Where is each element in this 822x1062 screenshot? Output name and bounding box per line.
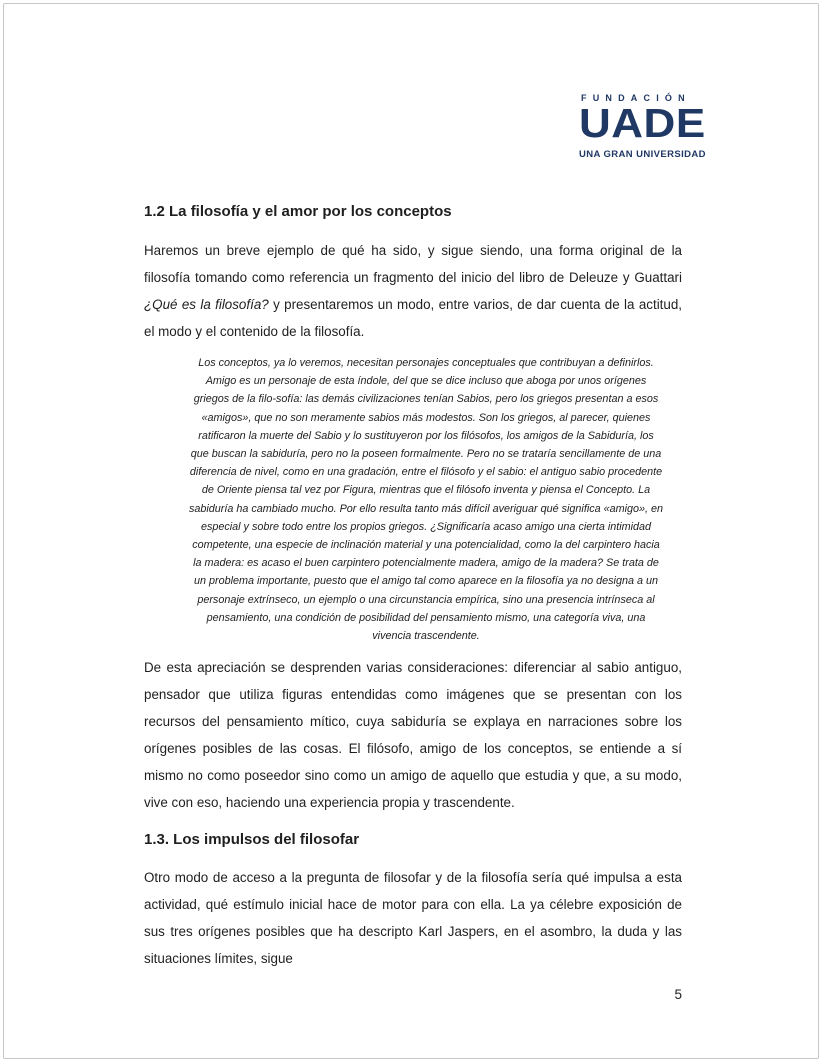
section-heading-1-2: 1.2 La filosofía y el amor por los conceptos (144, 203, 452, 220)
paragraph-impulsos: Otro modo de acceso a la pregunta de filosofar y de la filosofía sería qué impulsa a esta actividad, qué estímulo inicial hace de motor para con ella. La ya célebre exposición de sus tres orígenes posibles que ha descripto Karl Jaspers, en el asombro, la duda y las situaciones límites, sigue (144, 870, 682, 967)
paragraph-intro (144, 237, 682, 345)
deleuze-guattari-quote: Los conceptos, ya lo veremos, necesitan personajes conceptuales que contribuyan a definirlos. Amigo es un personaje de esta índole, del que se dice incluso que aboga por unos orígenes griegos de la filo-sofía: las demás civilizaciones tenían Sabios, pero los griegos presentan a esos «amigos», que no son meramente sabios más modestos. Son los griegos, al parecer, quienes ratificaron la muerte del Sabio y lo sustituyeron por los filósofos, los amigos de la Sabiduría, los que buscan la sabiduría, pero no la poseen formalmente. Pero no se trataría sencillamente de una diferencia de nivel, como en una gradación, entre el filósofo y el sabio: el antiguo sabio procedente de Oriente piensa tal vez por Figura, mientras que el filósofo inventa y piensa el Concepto. La sabiduría ha cambiado mucho. Por ello resulta tanto más difícil averiguar qué significa «amigo», en especial y sobre todo entre los propios griegos. ¿Significaría acaso amigo una cierta intimidad competente, una especie de inclinación material y una potencialidad, como la del carpintero hacia la madera: es acaso el buen carpintero potencialmente madera, amigo de la madera? Se trata de un problema importante, puesto que el amigo tal como aparece en la filosofía ya no designa a un personaje extrínseco, un ejemplo o una circunstancia empírica, sino una presencia intrínseca al pensamiento, una condición de posibilidad del pensamiento mismo, una categoría viva, una vivencia trascendente. (188, 357, 664, 643)
book-title-italic: ¿Qué es la filosofía? (144, 297, 269, 312)
logo-tagline-text: UNA GRAN UNIVERSIDAD (579, 149, 706, 160)
section-heading-1-3: 1.3. Los impulsos del filosofar (144, 831, 360, 849)
document-body (144, 4, 682, 1002)
paragraph-intro-part1: Haremos un breve ejemplo de qué ha sido, y sigue siendo, una forma original de la filosofía tomando como referencia un fragmento del inicio del libro de Deleuze y Guattari (144, 243, 682, 285)
document-page (3, 3, 819, 1059)
logo-uade-wordmark: UADE (579, 101, 706, 147)
paragraph-intro-part2: y presentaremos un modo, entre varios, de dar cuenta de la actitud, el modo y el contenido de la filosofía. (144, 297, 682, 339)
paragraph-apreciacion: De esta apreciación se desprenden varias consideraciones: diferenciar al sabio antiguo, pensador que utiliza figuras entendidas como imágenes que se presentan con los recursos del pensamiento mítico, cuya sabiduría se explaya en narraciones sobre los orígenes posibles de las cosas. El filósofo, amigo de los conceptos, se entiende a sí mismo no como poseedor sino como un amigo de aquello que estudia y que, a su modo, vive con eso, haciendo una experiencia propia y trascendente. (144, 660, 682, 811)
logo-fundacion-text: FUNDACIÓN (581, 93, 691, 103)
page-number: 5 (674, 987, 682, 1003)
